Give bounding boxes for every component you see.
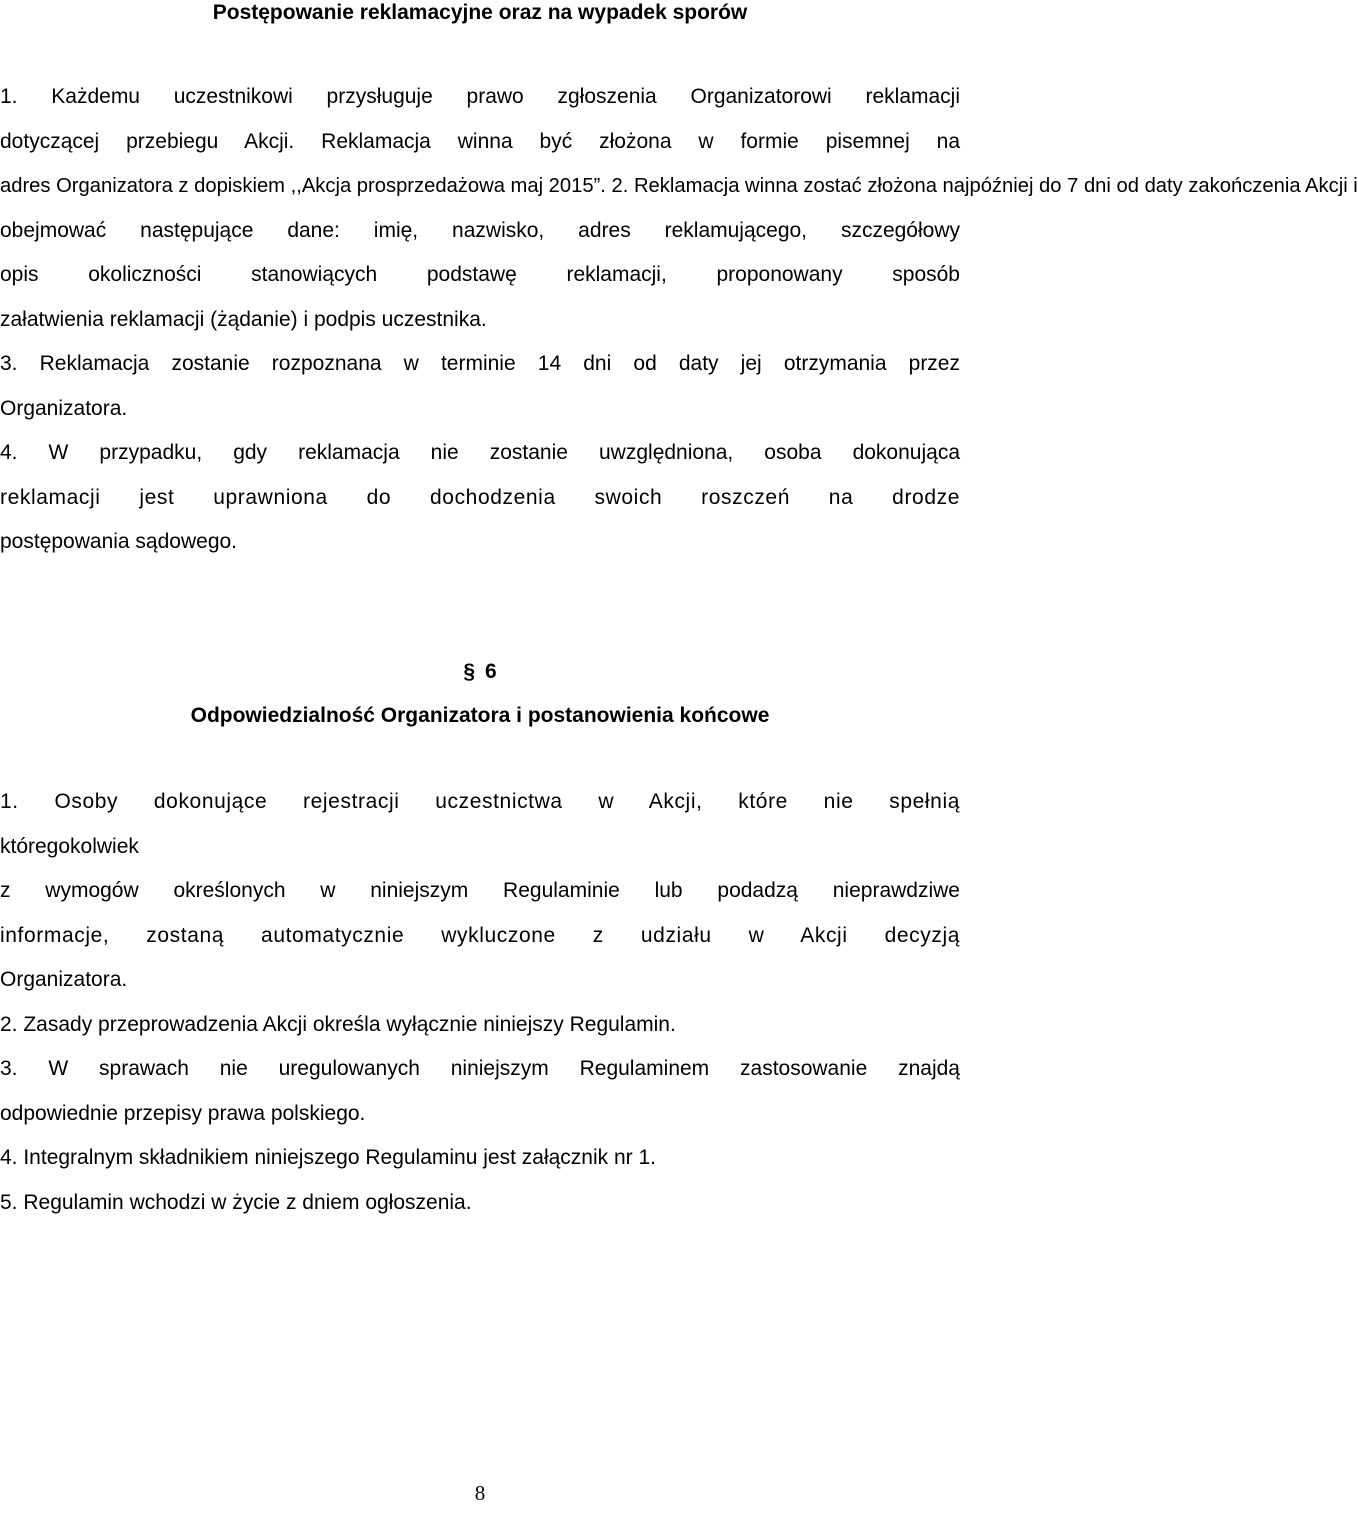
text-line: opis okoliczności stanowiących podstawę reklamacji, proponowany sposób bbox=[0, 263, 960, 286]
text-line: 4. W przypadku, gdy reklamacja nie zostanie uwzględniona, osoba dokonująca bbox=[0, 441, 960, 464]
paragraph-final-provisions bbox=[0, 780, 960, 1225]
text-line: obejmować następujące dane: imię, nazwisko, adres reklamującego, szczegółowy bbox=[0, 218, 960, 242]
text-line: 5. Regulamin wchodzi w życie z dniem ogłoszenia. bbox=[0, 1190, 472, 1214]
text-line: Organizatora. bbox=[0, 968, 128, 991]
text-line: dotyczącej przebiegu Akcji. Reklamacja winna być złożona w formie pisemnej na bbox=[0, 129, 960, 153]
text-line: reklamacji jest uprawniona do dochodzenia swoich roszczeń na drodze bbox=[0, 485, 960, 509]
paragraph-complaints bbox=[0, 75, 1358, 565]
text-line: 2. Zasady przeprowadzenia Akcji określa wyłącznie niniejszy Regulamin. bbox=[0, 1012, 676, 1036]
text-line: 3. W sprawach nie uregulowanych niniejszym Regulaminem zastosowanie znajdą bbox=[0, 1057, 960, 1080]
section-number-value: 6 bbox=[485, 660, 497, 683]
text-line: informacje, zostaną automatycznie wykluczone z udziału w Akcji decyzją bbox=[0, 923, 960, 947]
text-line: postępowania sądowego. bbox=[0, 530, 238, 553]
section-title-complaints: Postępowanie reklamacyjne oraz na wypadek sporów bbox=[212, 1, 748, 24]
page-number: 8 bbox=[474, 1481, 486, 1505]
text-line: 4. Integralnym składnikiem niniejszego Regulaminu jest załącznik nr 1. bbox=[0, 1146, 656, 1169]
text-line: 3. Reklamacja zostanie rozpoznana w terminie 14 dni od daty jej otrzymania przez bbox=[0, 352, 960, 375]
section-number bbox=[0, 650, 960, 694]
text-line: załatwienia reklamacji (żądanie) i podpis uczestnika. bbox=[0, 307, 487, 331]
text-line: 1. Każdemu uczestnikowi przysługuje prawo zgłoszenia Organizatorowi reklamacji bbox=[0, 85, 960, 108]
text-line: Organizatora. bbox=[0, 396, 128, 420]
text-line: odpowiednie przepisy prawa polskiego. bbox=[0, 1101, 366, 1125]
text-line: któregokolwiek bbox=[0, 834, 139, 858]
text-line: z wymogów określonych w niniejszym Regulaminie lub podadzą nieprawdziwe bbox=[0, 879, 960, 902]
text-line: 1. Osoby dokonujące rejestracji uczestnictwa w Akcji, które nie spełnią bbox=[0, 790, 960, 813]
section-sign: § bbox=[463, 660, 475, 683]
section-title-final: Odpowiedzialność Organizatora i postanowienia końcowe bbox=[190, 704, 770, 727]
text-line: adres Organizatora z dopiskiem ,,Akcja prosprzedażowa maj 2015”. 2. Reklamacja winna zostać złożona najpóźniej do 7 dni od daty zakończenia Akcji i bbox=[0, 175, 1358, 197]
